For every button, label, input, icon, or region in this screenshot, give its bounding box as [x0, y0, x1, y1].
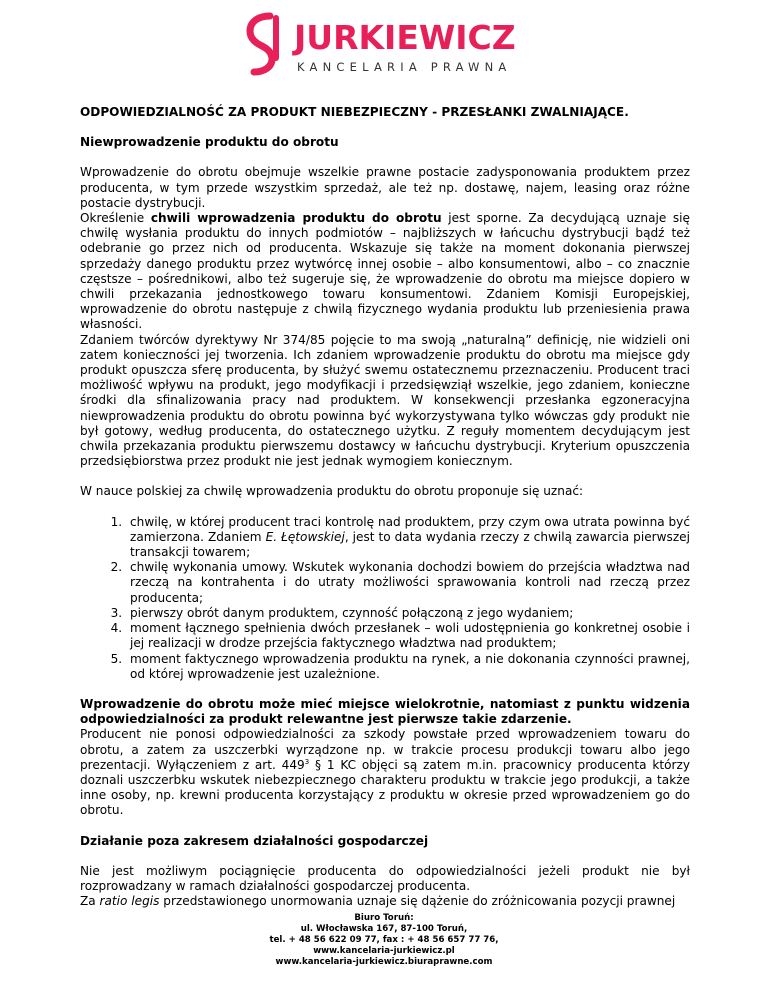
footer-phones: tel. + 48 56 622 09 77, fax : + 48 56 657 77 76, [269, 935, 499, 945]
paragraph: Producent nie ponosi odpowiedzialności za szkody powstałe przed wprowadzeniem towaru do obrotu, a zatem za uszczerbki wyrządzone np. w trakcie procesu produkcji towaru albo jego prezentacji. Wyłączeniem z art. $449^3$ § 1 KC objęci są zatem m.in. pracownicy producenta którzy doznali uszczerbku wskutek niebezpiecznego charakteru produktu w trakcie jego produkcji, a także inne osoby, np. krewni producenta korzystający z produktu w okresie przed wprowadzeniem go do obrotu. [80, 727, 690, 818]
paragraph: Określenie chwili wprowadzenia produktu do obrotu jest sporne. Za decydującą uznaje się chwilę wysłania produktu do innych podmiotów – najbliższych w łańcuchu dystrybucji bądź też odebranie go przez nich od producenta. Wskazuje się także na moment dokonania pierwszej sprzedaży danego produktu przez wytwórcę innej osobie – albo konsumentowi, albo – co znacznie częstsze – pośrednikowi, albo też sugeruje się, że wprowadzenie do obrotu ma miejsce dopiero w chwili przekazania jednostkowego towaru konsumentowi. Zdaniem Komisji Europejskiej, wprowadzenie do obrotu następuje z chwilą fizycznego wydania produktu lub przeniesienia prawa własności. [80, 211, 690, 332]
footer-website-link[interactable]: www.kancelaria-jurkiewicz.pl [313, 946, 455, 956]
author-name: E. Łętowskiej [265, 529, 345, 544]
list-item: 1. chwilę, w której producent traci kontrolę nad produktem, przy czym owa utrata powinna być zamierzona. Zdaniem E. Łętowskiej, jest to data wydania rzeczy z chwilą zawarcia pierwszej transakcji towarem; [126, 515, 690, 561]
logo-subtitle: KANCELARIA PRAWNA [297, 60, 512, 74]
section-heading-1: Niewprowadzenie produktu do obrotu [80, 135, 339, 150]
footer-contact [0, 913, 768, 968]
numbered-list [80, 515, 690, 682]
superscript: 3 [304, 757, 310, 766]
logo-mark-icon [240, 12, 286, 76]
paragraph: Zdaniem twórców dyrektywy Nr 374/85 pojęcie to ma swoją „naturalną” definicję, nie widzieli oni zatem konieczności jej tworzenia. Ich zdaniem wprowadzenie produktu do obrotu ma miejsce gdy produkt opuszcza sferę producenta, by służyć swemu ostatecznemu przeznaczeniu. Producent traci możliwość wpływu na produkt, jego modyfikacji i przedsięwziął wszelkie, jego zdaniem, konieczne środki dla sfinalizowania pracy nad produktem. W konsekwencji przesłanka egzoneracyjna niewprowadzenia produktu do obrotu powinna być wykorzystywana tylko wówczas gdy produkt nie był gotowy, według producenta, do ostatecznego użytku. Z reguły momentem decydującym jest chwila przekazania produktu pierwszemu dostawcy w łańcuchu dystrybucji. Kryterium opuszczenia przedsiębiorstwa przez produkt nie jest jednak wymogiem koniecznym. [80, 332, 690, 469]
bold-paragraph: Wprowadzenie do obrotu może mieć miejsce wielokrotnie, natomiast z punktu widzenia odpowiedzialności za produkt relewantne jest pierwsze takie zdarzenie. [80, 696, 690, 727]
list-item: 2. chwilę wykonania umowy. Wskutek wykonania dochodzi bowiem do przejścia władztwa nad rzeczą na kontrahenta i do utraty możliwości sprawowania kontroli nad rzeczą przez producenta; [126, 560, 690, 606]
bold-phrase: chwili wprowadzenia produktu do obrotu [150, 211, 442, 226]
paragraph: Nie jest możliwym pociągnięcie producenta do odpowiedzialności jeżeli produkt nie był rozprowadzany w ramach działalności gospodarczej producenta. [80, 863, 690, 893]
section-heading-2: Działanie poza zakresem działalności gospodarczej [80, 833, 429, 848]
document-body [80, 97, 690, 909]
paragraph: Wprowadzenie do obrotu obejmuje wszelkie prawne postacie zadysponowania produktem przez producenta, w tym przede wszystkim sprzedaż, ale też np. dostawę, najem, leasing oraz różne postacie dystrybucji. [80, 165, 690, 210]
logo-name: JURKIEWICZ [294, 18, 516, 57]
document-title: ODPOWIEDZIALNOŚĆ ZA PRODUKT NIEBEZPIECZNY - PRZESŁANKI ZWALNIAJĄCE. [80, 105, 629, 119]
list-item: 3. pierwszy obrót danym produktem, czynność połączoną z jego wydaniem; [126, 606, 690, 621]
footer-office: Biuro Toruń: [354, 913, 414, 923]
latin-term: ratio legis [99, 894, 160, 909]
list-item: 5. moment faktycznego wprowadzenia produktu na rynek, a nie dokonania czynności prawnej, od której wprowadzenie jest uzależnione. [126, 652, 690, 682]
header-logo [0, 0, 768, 84]
footer-website-link-2[interactable]: www.kancelaria-jurkiewicz.biuraprawne.com [275, 957, 493, 967]
list-item: 4. moment łącznego spełnienia dwóch przesłanek – woli udostępnienia go konkretnej osobie i jej realizacji w drodze przejścia faktycznego władztwa nad produktem; [126, 621, 690, 651]
paragraph: W nauce polskiej za chwilę wprowadzenia produktu do obrotu proponuje się uznać: [80, 484, 584, 499]
paragraph: Za ratio legis przedstawionego unormowania uznaje się dążenie do zróżnicowania pozycji prawnej [80, 894, 676, 909]
footer-address: ul. Włocławska 167, 87-100 Toruń, [300, 924, 468, 934]
